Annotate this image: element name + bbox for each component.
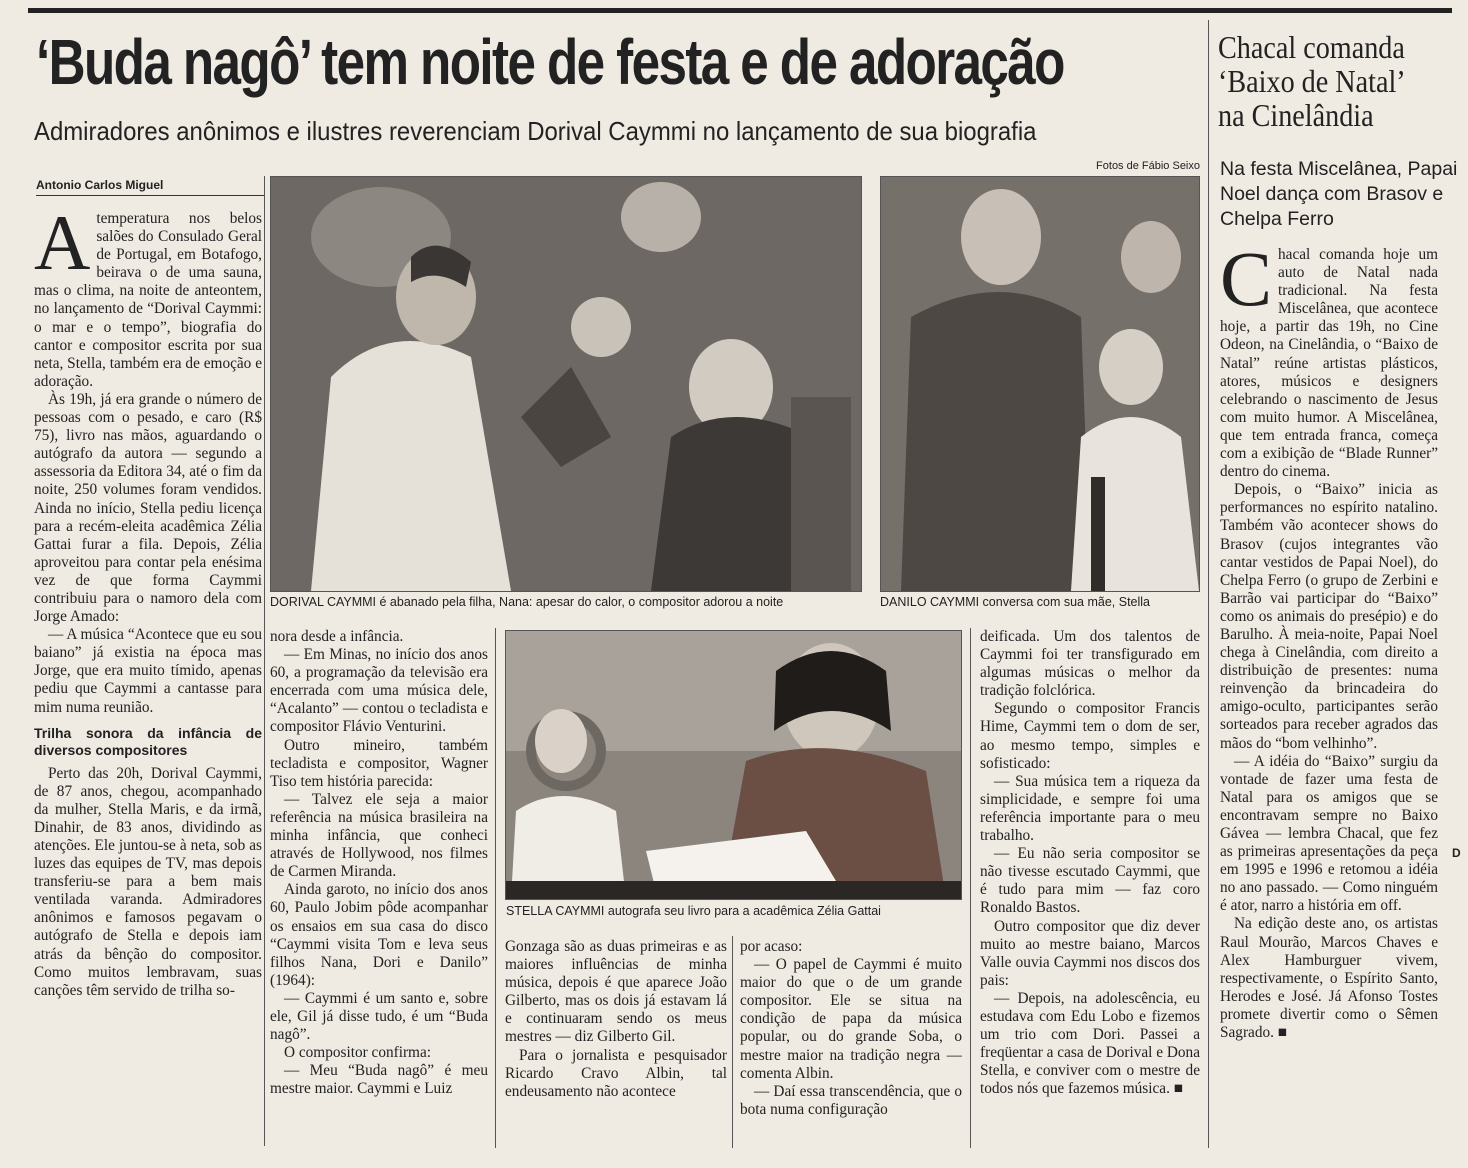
paragraph: — A idéia do “Baixo” surgiu da vontade de fazer uma festa de Natal para os amigos que se encontravam sempre no Baixo Gávea — lembra Chacal, que fez as primeiras apresentações da peça em 1995 e 1996 e retomou a idéia no ano passado. — Como ninguém é ator, narro a história em off. [1220,752,1438,915]
paragraph: — Talvez ele seja a maior referência na música brasileira na minha infância, que conheci através de Hollywood, nos filmes de Carmen Miranda. [270,790,488,881]
paragraph: — Meu “Buda nagô” é meu mestre maior. Caymmi e Luiz [270,1062,488,1098]
lead-text: temperatura nos belos salões do Consulado Geral de Portugal, em Botafogo, beirava o de uma sauna, mas o clima, na noite de anteontem, no lançamento de “Dorival Caymmi: o mar e o tempo”, biografia do cantor e compositor escrita por sua neta, Stella, também era de emoção e adoração. [34,210,262,390]
sidebar-column [1220,246,1438,1146]
margin-mark: D [1452,846,1461,860]
photo-danilo-caymmi [880,176,1200,592]
paragraph: — Eu não seria compositor se não tivesse escutado Caymmi, que é tudo para mim — faz coro Ronaldo Bastos. [980,845,1200,917]
sidebar-subtitle: Na festa Miscelânea, Papai Noel dança com Brasov e Chelpa Ferro [1220,158,1458,230]
paragraph: — Depois, na adolescência, eu estudava com Edu Lobo e fizemos um trio com Dori. Passei a freqüentar a casa de Dorival e Dona Stella, e conviver com o mestre de todos nós que fazemos música. ■ [980,989,1200,1098]
paragraph: Outro compositor que diz dever muito ao mestre baiano, Marcos Valle ouvia Caymmi nos discos dos pais: [980,917,1200,989]
photo-dorival-caymmi [270,176,862,592]
subheadline: Admiradores anônimos e ilustres reverenciam Dorival Caymmi no lançamento de sua biografia [34,116,1037,146]
sidebar-divider [1208,20,1209,1148]
photo-credit: Fotos de Fábio Seixo [1096,160,1200,172]
photo-caption: STELLA CAYMMI autografa seu livro para a acadêmica Zélia Gattai [506,904,881,918]
paragraph: Depois, o “Baixo” inicia as performances no espírito natalino. Também vão acontecer shows do Brasov (cujos integrantes vão cantar vestidos de Papai Noel), do Chelpa Ferro (o grupo de Zerbini e Barrão vai participar do “Baixo” como os animais do presépio) e do Barulho. À meia-noite, Papai Noel chega à Cinelândia, com direito a distribuição de presentes: numa reinvenção da brincadeira do amigo-oculto, participantes serão sorteados para receber agrados das mãos do “bom velhinho”. [1220,481,1438,752]
column-divider [264,176,265,1146]
sidebar-title: Chacal comanda ‘Baixo de Natal’ na Cinelândia [1218,29,1405,133]
paragraph: Às 19h, já era grande o número de pessoas com o pesado, e caro (R$ 75), livro nas mãos, aguardando o autógrafo da autora — segundo a assessoria da Editora 34, até o fim da noite, 250 volumes foram vendidos. Ainda no início, Stella pediu licença para a recém-eleita acadêmica Zélia Gattai furar a fila. Depois, Zélia aproveitou para contar pela enésima vez de que forma Caymmi contribuiu para o namoro dela com Jorge Amado: [34,390,262,626]
drop-cap: A [34,210,91,286]
lead-text: hacal comanda hoje um auto de Natal nada tradicional. Na festa Miscelânea, que acontece hoje, a partir das 19h, no Cine Odeon, na Cinelândia, o “Baixo de Natal” reúne artistas plásticos, atores, músicos e designers celebrando o nascimento de Jesus com muito humor. A Miscelânea, que tem entrada franca, começa com a exibição de “Blade Runner” dentro do cinema. [1220,246,1438,481]
top-rule [28,8,1452,13]
paragraph: — Sua música tem a riqueza da simplicidade, e sempre foi uma referência importante para o meu trabalho. [980,772,1200,845]
drop-cap: C [1220,246,1273,322]
lead-paragraph [34,210,262,391]
paragraph: Ainda garoto, no início dos anos 60, Paulo Jobim pôde acompanhar os ensaios em sua casa do disco “Caymmi visita Tom e leva seus filhos Nana, Dori e Danilo” (1964): [270,881,488,989]
article-column-1 [34,210,262,1150]
article-column-2 [270,628,488,1148]
headline: ‘Buda nagô’ tem noite de festa e de adoração [36,26,1064,98]
article-column-5 [980,628,1200,1148]
paragraph: — Caymmi é um santo e, sobre ele, Gil já disse tudo, é um “Buda nagô”. [270,989,488,1044]
column-divider [732,936,733,1148]
paragraph: Para o jornalista e pesquisador Ricardo Cravo Albin, tal endeusamento não acontece [505,1046,727,1100]
paragraph: Perto das 20h, Dorival Caymmi, de 87 anos, chegou, acompanhado da mulher, Stella Maris, e da irmã, Dinahir, de 83 anos, dividindo as atenções. Ele juntou-se à neta, sob as luzes das equipes de TV, mas depois transferiu-se para a bem mais ventilada varanda. Admiradores anônimos e famosos pegavam o autógrafo de Stella e depois iam atrás da bênção do compositor. Como muitos lembravam, suas canções têm servido de trilha so- [34,764,262,999]
section-subhead: Trilha sonora da infância de diversos compositores [34,724,262,758]
paragraph: Gonzaga são as duas primeiras e as maiores influências de minha música, depois é que aparece João Gilberto, mas os dois já estavam lá e continuaram sendo os meus mestres — diz Gilberto Gil. [505,938,727,1046]
paragraph: — Em Minas, no início dos anos 60, a programação da televisão era encerrada com uma música dele, “Acalanto” — contou o tecladista e compositor Flávio Venturini. [270,646,488,736]
paragraph: — Daí essa transcendência, que o bota numa configuração [740,1082,962,1118]
paragraph: — A música “Acontece que eu sou baiano” já existia na época mas Jorge, que era muito tímido, apenas pediu que Caymmi a cantasse para mim numa reunião. [34,626,262,716]
lead-paragraph [1220,246,1438,481]
paragraph: — O papel de Caymmi é muito maior do que o de um grande compositor. Ele se situa na condição de papa da música popular, ou do grande Soba, o mestre maior na tradição negra — comenta Albin. [740,956,962,1082]
paragraph: O compositor confirma: [284,1044,431,1062]
paragraph: Na edição deste ano, os artistas Raul Mourão, Marcos Chaves e Alex Hamburguer vivem, respectivamente, o Espírito Santo, Herodes e José. Já Afonso Tostes promete divertir como o Sêmen Sagrado. ■ [1220,915,1438,1042]
paragraph: por acaso: [740,938,803,955]
paragraph: deificada. Um dos talentos de Caymmi foi ter transfigurado em algumas músicas o melhor da tradição folclórica. [980,628,1200,700]
paragraph: nora desde a infância. [270,628,404,645]
article-column-4 [740,938,962,1148]
photo-caption: DORIVAL CAYMMI é abanado pela filha, Nana: apesar do calor, o compositor adorou a noite [270,595,784,609]
column-divider [495,628,496,1148]
column-divider [970,628,971,1148]
photo-caption: DANILO CAYMMI conversa com sua mãe, Stella [880,595,1150,609]
paragraph: Segundo o compositor Francis Hime, Caymmi tem o dom de ser, ao mesmo tempo, simples e sofisticado: [980,700,1200,772]
article-column-3 [505,938,727,1148]
byline: Antonio Carlos Miguel [36,178,264,196]
paragraph: Outro mineiro, também tecladista e compositor, Wagner Tiso tem história parecida: [270,736,488,790]
photo-stella-caymmi [505,630,962,900]
